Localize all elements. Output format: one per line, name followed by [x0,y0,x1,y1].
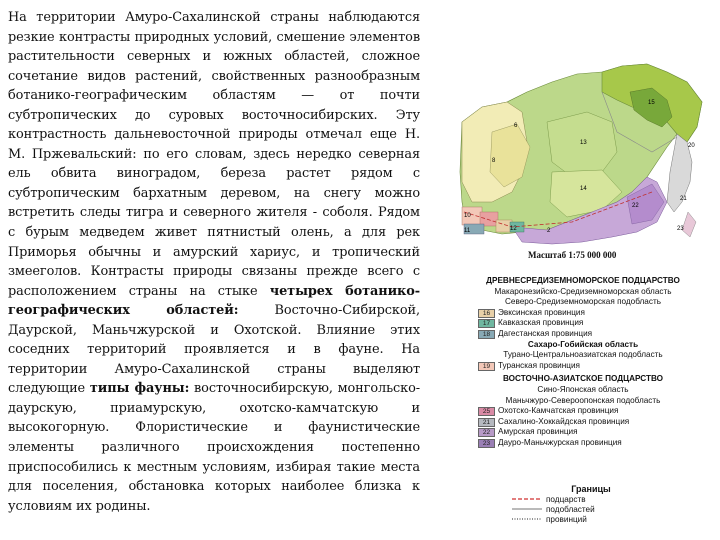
legend-swatch: 21 [478,418,495,427]
map-label: 14 [580,186,587,192]
legend-province-label: Туранская провинция [498,360,580,370]
legend-region-1: Макаронезийско-Средиземноморская область [494,286,672,296]
legend-subregion-3: Маньчжуро-Североопонская подобласть [505,395,661,405]
legend-province-item [452,308,714,319]
map-label: 10 [464,213,471,219]
legend-subkingdom-2: ВОСТОЧНО-АЗИАТСКОЕ ПОДЦАРСТВО [502,374,664,384]
map-label: 8 [492,158,496,164]
map-label: 6 [514,123,518,129]
border-label: провинций [546,514,587,524]
legend-province-item [452,417,714,428]
legend-province-item [452,318,714,329]
legend-provinces-1 [452,308,714,340]
body-text [8,8,420,516]
text-bold-1: четырех ботанико-географических областей: [8,283,420,319]
border-label: подобластей [546,504,595,514]
map-label: 22 [632,203,639,209]
text-part-3: восточносибирскую, монгольско-даурскую, приамурскую, охотско-камчатскую и высокогорную. Флористические и фаунистические элементы различного происхождения постепенно приспособились к местным условиям, избирая такие места для поселения, обстановка которых наиболее близка к условиям их родины. [8,381,420,514]
map-scale: Масштаб 1:75 000 000 [528,250,617,260]
legend-province-item [452,329,714,340]
legend-swatch: 19 [478,362,495,371]
map-label: 20 [688,143,695,149]
map-label: 23 [677,226,684,232]
legend-province-label: Эвксинская провинция [498,307,585,317]
legend-province-item [452,438,714,449]
legend-province-label: Кавказская провинция [498,318,584,328]
legend-region-3: Сино-Японская область [537,384,629,394]
border-item [452,514,714,524]
text-part-2: Восточно-Сибирской, Даурской, Маньчжурской и Охотской. Влияние этих соседних территорий проявляется и в фауне. На территории Амуро-Сахалинской страны выделяют следующие [8,303,420,397]
floristic-map [452,52,710,260]
map-legend [452,276,714,449]
legend-province-item [452,361,714,372]
legend-swatch: 18 [478,330,495,339]
legend-province-label: Дауро-Маньчжурская провинция [498,437,622,447]
map-label: 2 [547,228,551,234]
text-bold-2: типы фауны: [89,381,190,397]
map-label: 12 [510,226,517,232]
map-label: 15 [648,100,655,106]
legend-swatch: 22 [478,428,495,437]
legend-swatch: 16 [478,309,495,318]
legend-provinces-3 [452,406,714,448]
border-line-icon [512,516,542,522]
map-label: 13 [580,140,587,146]
border-label: подцарств [546,494,586,504]
legend-province-label: Сахалино-Хоккайдская провинция [498,416,630,426]
legend-provinces-2 [452,361,714,372]
legend-swatch: 17 [478,319,495,328]
border-item [452,504,714,514]
legend-province-item [452,427,714,438]
legend-province-label: Амурская провинция [498,427,578,437]
legend-subregion-1: Северо-Средиземноморская подобласть [505,297,661,307]
legend-province-label: Дагестанская провинция [498,328,593,338]
legend-region-2: Сахаро-Гобийская область [527,339,639,349]
legend-province-item [452,406,714,417]
map-label: 21 [680,196,687,202]
border-item [452,494,714,504]
legend-province-label: Охотско-Камчатская провинция [498,406,619,416]
borders-title: Границы [571,484,611,494]
border-line-icon [512,506,542,512]
legend-swatch: 25 [478,407,495,416]
map-label: 11 [464,228,471,234]
legend-swatch: 23 [478,439,495,448]
legend-subregion-2: Турано-Центральноазиатская подобласть [503,350,663,360]
borders-legend [452,484,714,524]
border-line-icon [512,496,542,502]
text-part-1: На территории Амуро-Сахалинской страны наблюдаются резкие контрасты природных условий, смешение элементов растительности северных и южных областей, сложное сочетание видов растений, свойственных разнообразным ботанико-географическим областям — от почти субтропических до суровых восточносибирских. Эту контрастность дальневосточной природы отмечал еще Н. М. Пржевальский: по его словам, здесь нередко северная ель обвита виноградом, береза растет рядом с субтропическим бархатным деревом, на снегу можно встретить следы тигра и северного жителя - соболя. Рядом с бурым медведем живет пятнистый олень, а для рек Приморья обычны и амурский хариус, и тропический змееголов. Контрасты природы связаны прежде всего с расположением страны на стыке [8,10,420,299]
legend-subkingdom-1: ДРЕВНЕСРЕДИЗЕМНОМОРСКОЕ ПОДЦАРСТВО [486,276,680,285]
